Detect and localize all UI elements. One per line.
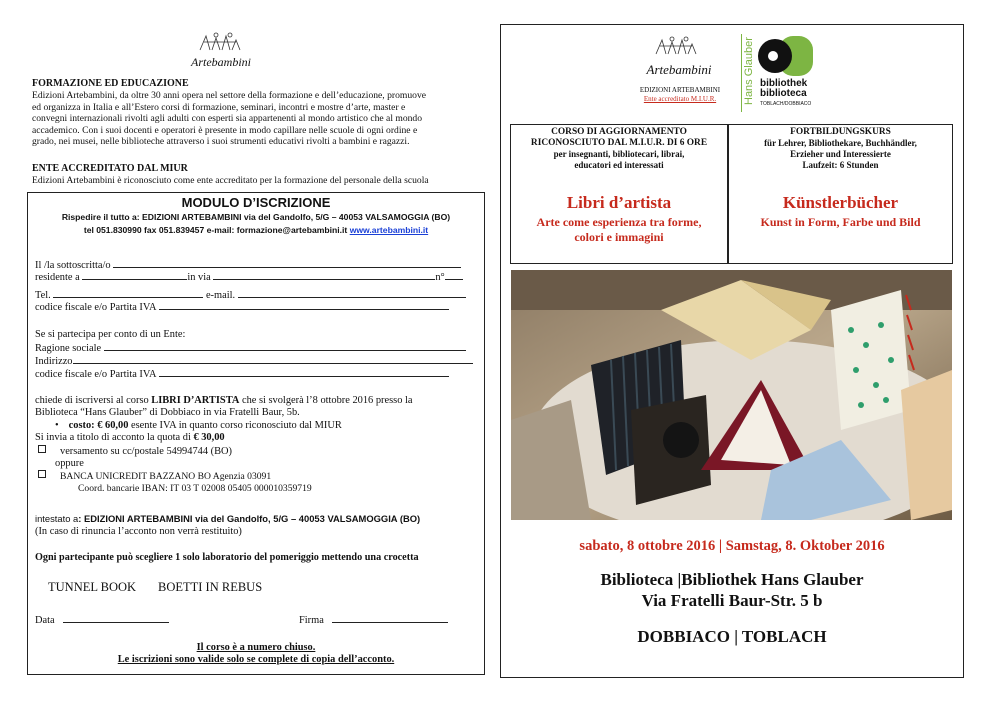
oppure-text: oppure: [55, 458, 84, 469]
codice-fiscale-ente-field[interactable]: [159, 367, 449, 377]
ente-text: Edizioni Artebambini è riconosciuto come ente accreditato per la formazione del personale della scuola: [32, 175, 429, 186]
libri-title: Libri d’artista: [566, 193, 672, 212]
course-name: LIBRI D’ARTISTA: [151, 395, 240, 406]
chiede-line-2: Biblioteca “Hans Glauber” di Dobbiaco in via Fratelli Baur, 5b.: [35, 407, 300, 418]
codice-fiscale-ente-row: [35, 367, 449, 382]
venue-line-1: Biblioteca |Bibliothek Hans Glauber: [600, 570, 864, 589]
data-field[interactable]: [63, 613, 169, 623]
versamento-label: versamento su cc/postale 54994744 (BO): [60, 446, 232, 457]
codice-fiscale-label: codice fiscale e/o Partita IVA: [35, 302, 156, 313]
logo-divider: [741, 34, 742, 112]
corso-sub-line: per insegnanti, bibliotecari, librai,: [553, 149, 685, 159]
formazione-paragraph: [32, 90, 482, 148]
costo-line: [55, 420, 342, 433]
chiede-line-1: [35, 395, 413, 408]
indirizzo-field[interactable]: [73, 354, 473, 364]
sottoscritto-field[interactable]: [113, 258, 461, 268]
fortbildung-sub-line: Erzieher und Interessierte: [790, 149, 891, 159]
option-tunnel-book[interactable]: TUNNEL BOOK: [48, 580, 137, 594]
kuenstler-title: Künstlerbücher: [782, 193, 899, 212]
data-label: Data: [35, 615, 55, 626]
form-contact-line: [27, 225, 485, 235]
libri-sub-line: colori e immagini: [574, 230, 664, 244]
bullet-icon: •: [55, 420, 59, 431]
firma-field[interactable]: [332, 613, 448, 623]
chiede-text: chiede di iscriversi al corso: [35, 395, 152, 406]
bibliothek-label: bibliothek: [760, 78, 808, 89]
versamento-option: [38, 445, 232, 459]
ragione-sociale-field[interactable]: [104, 341, 466, 351]
edizioni-text: EDIZIONI ARTEBAMBINI: [639, 86, 721, 94]
costo-rest: esente IVA in quanto corso riconosciuto dal MIUR: [128, 420, 342, 431]
form-title: MODULO D’ISCRIZIONE: [181, 195, 331, 210]
form-contact-text: tel 051.830990 fax 051.839457 e-mail: formazione@artebambini.it: [83, 225, 350, 235]
fortbildung-sub-line: für Lehrer, Bibliothekare, Buchhändler,: [764, 138, 917, 148]
iscrizioni-valide-note: Le iscrizioni sono valide solo se complete di copia dell’acconto.: [117, 654, 395, 665]
website-link[interactable]: www.artebambini.it: [349, 225, 429, 235]
fortbildung-title: FORTBILDUNGSKURS: [790, 127, 891, 137]
iban-line: Coord. bancarie IBAN: IT 03 T 02008 05405 000010359719: [78, 483, 312, 494]
option-boetti-in-rebus[interactable]: BOETTI IN REBUS: [158, 580, 263, 594]
intestato-label: intestato a: [35, 513, 79, 524]
firma-label: Firma: [299, 615, 324, 626]
via-field[interactable]: [213, 270, 435, 280]
accreditato-text: Ente accreditato M.I.U.R.: [643, 95, 717, 103]
biblioteca-label: biblioteca: [760, 88, 807, 99]
ragione-sociale-label: Ragione sociale: [35, 343, 102, 354]
codice-fiscale-row: [35, 300, 449, 315]
tel-field[interactable]: [53, 288, 203, 298]
chiede-date-text: che si svolgerà l’8 ottobre 2016 presso la: [239, 395, 413, 406]
acconto-amount: € 30,00: [193, 432, 225, 443]
formazione-line: ed organizza in Italia e all’Estero corsi di formazione, seminari, incontri e mostre d’arte, master e: [32, 101, 406, 113]
toblach-label: TOBLACH/DOBBIACO: [760, 101, 812, 107]
hans-glauber-vertical: Hans Glauber: [743, 37, 755, 105]
formazione-title: FORMAZIONE ED EDUCAZIONE: [32, 78, 189, 89]
in-via-label: in via: [187, 272, 211, 283]
bibliothek-logo-icon: [757, 34, 817, 78]
formazione-line: Edizioni Artebambini, da oltre 30 anni opera nel settore della formazione e dell’educazione, promuove: [32, 90, 426, 101]
email-field[interactable]: [238, 288, 466, 298]
ente-title: ENTE ACCREDITATO DAL MIUR: [32, 163, 188, 174]
laboratorio-line: Ogni partecipante può scegliere 1 solo laboratorio del pomeriggio mettendo una crocetta: [35, 552, 419, 563]
firma-row: [299, 613, 448, 628]
kuenstler-subtitle: Kunst in Form, Farbe und Bild: [760, 215, 921, 229]
numero-chiuso-note: Il corso è a numero chiuso.: [196, 642, 316, 653]
intestato-line: [35, 513, 420, 527]
residente-row: [35, 270, 463, 285]
left-logo-text: Artebambini: [191, 55, 251, 69]
banca-label: BANCA UNICREDIT BAZZANO BO Agenzia 03091: [60, 471, 272, 482]
town-line: DOBBIACO | TOBLACH: [637, 627, 827, 646]
ente-intro: Se si partecipa per conto di un Ente:: [35, 329, 186, 340]
codice-fiscale-ente-label: codice fiscale e/o Partita IVA: [35, 369, 156, 380]
numero-label: n°: [435, 272, 445, 283]
corso-sub-line: educatori ed interessati: [574, 160, 664, 170]
codice-fiscale-field[interactable]: [159, 300, 449, 310]
indirizzo-label: Indirizzo: [35, 356, 73, 367]
libri-sub-line: Arte come esperienza tra forme,: [536, 215, 702, 229]
formazione-line: accademico. Con i suoi docenti e operatori è presente in modo capillare nelle scuole di ogni ordine e: [32, 124, 418, 136]
numero-field[interactable]: [445, 270, 463, 280]
sottoscritto-label: Il /la sottoscritta/o: [35, 260, 111, 271]
date-line: sabato, 8 ottobre 2016 | Samstag, 8. Oktober 2016: [579, 538, 885, 554]
costo-value: : € 60,00: [91, 420, 129, 431]
corso-header: [510, 127, 728, 171]
residente-field[interactable]: [82, 270, 187, 280]
email-label: e-mail.: [205, 290, 236, 301]
artist-books-photo: [511, 270, 952, 520]
form-send-line: Rispedire il tutto a: EDIZIONI ARTEBAMBINI via del Gandolfo, 5/G – 40053 VALSAMOGGIA (BO): [61, 212, 451, 222]
venue-line-2: Via Fratelli Baur-Str. 5 b: [641, 591, 823, 610]
banca-checkbox[interactable]: [38, 470, 46, 478]
intestato-value: : EDIZIONI ARTEBAMBINI via del Gandolfo, 5/G – 40053 VALSAMOGGIA (BO): [78, 513, 421, 524]
acconto-line: [35, 432, 225, 445]
banca-option: [38, 470, 271, 484]
costo-label: costo: [68, 420, 92, 431]
acconto-text: Si invia a titolo di acconto la quota di: [35, 432, 194, 443]
corso-line: CORSO DI AGGIORNAMENTO: [551, 127, 687, 137]
rinuncia-line: (In caso di rinuncia l’acconto non verrà restituito): [35, 526, 242, 537]
residente-label: residente a: [35, 272, 80, 283]
libri-subtitle: [510, 215, 728, 245]
data-row: [35, 613, 169, 628]
fortbildung-header: [728, 127, 953, 171]
right-logo-text: Artebambini: [646, 62, 712, 77]
formazione-line: grado, nei musei, nelle biblioteche attraverso i suoi strumenti educativi rivolti a bambini e ragazzi.: [32, 136, 410, 148]
versamento-checkbox[interactable]: [38, 445, 46, 453]
formazione-line: convegni internazionali rivolti agli adulti con esperti sia appartenenti al mondo artistico che al mondo: [32, 113, 423, 125]
corso-line: RICONOSCIUTO DAL M.I.U.R. DI 6 ORE: [530, 138, 708, 148]
tel-label: Tel.: [35, 290, 51, 301]
fortbildung-sub-line: Laufzeit: 6 Stunden: [802, 160, 879, 170]
